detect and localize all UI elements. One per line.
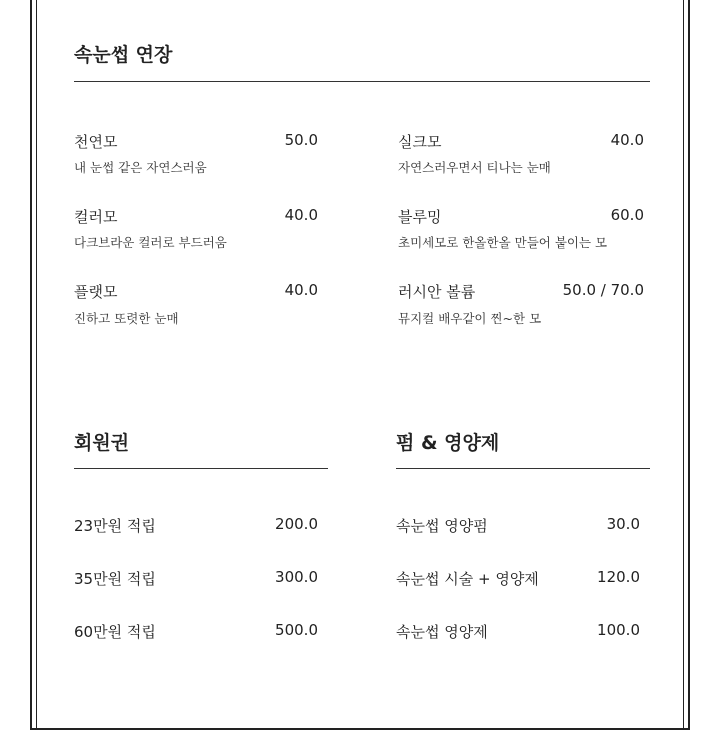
perm-item-price: 30.0 <box>606 515 640 533</box>
menu-item-desc: 자연스러우면서 티나는 눈매 <box>398 160 551 175</box>
section-title-membership: 회원권 <box>74 432 130 454</box>
section-divider-membership <box>74 468 328 469</box>
menu-item-name: 천연모 <box>74 133 118 151</box>
section-divider-perm <box>396 468 650 469</box>
menu-item-name: 러시안 볼륨 <box>398 283 476 301</box>
menu-item-price: 40.0 <box>284 281 318 299</box>
menu-item-price: 40.0 <box>284 206 318 224</box>
menu-item-name: 플랫모 <box>74 283 118 301</box>
menu-item-desc: 내 눈썹 같은 자연스러움 <box>74 160 207 175</box>
membership-item-price: 500.0 <box>275 621 318 639</box>
perm-item-name: 속눈썹 시술 + 영양제 <box>396 570 539 588</box>
menu-item-name: 컬러모 <box>74 208 118 226</box>
perm-item-name: 속눈썹 영양제 <box>396 623 488 641</box>
menu-item-price: 50.0 / 70.0 <box>562 281 644 299</box>
perm-item-price: 100.0 <box>597 621 640 639</box>
section-title-extension: 속눈썹 연장 <box>74 44 173 66</box>
menu-item-desc: 뮤지컬 배우같이 찐~한 모 <box>398 311 542 326</box>
membership-item-name: 35만원 적립 <box>74 570 156 588</box>
perm-item-name: 속눈썹 영양펌 <box>396 517 488 535</box>
menu-item-name: 실크모 <box>398 133 442 151</box>
section-title-perm: 펌 & 영양제 <box>396 432 500 454</box>
section-divider-extension <box>74 81 650 82</box>
menu-item-price: 60.0 <box>610 206 644 224</box>
menu-item-desc: 초미세모로 한올한올 만들어 붙이는 모 <box>398 235 608 250</box>
membership-item-price: 200.0 <box>275 515 318 533</box>
membership-item-price: 300.0 <box>275 568 318 586</box>
menu-item-price: 40.0 <box>610 131 644 149</box>
membership-item-name: 60만원 적립 <box>74 623 156 641</box>
menu-item-name: 블루밍 <box>398 208 442 226</box>
perm-item-price: 120.0 <box>597 568 640 586</box>
membership-item-name: 23만원 적립 <box>74 517 156 535</box>
menu-item-desc: 진하고 또렷한 눈매 <box>74 311 179 326</box>
menu-item-desc: 다크브라운 컬러로 부드러움 <box>74 235 227 250</box>
menu-item-price: 50.0 <box>284 131 318 149</box>
